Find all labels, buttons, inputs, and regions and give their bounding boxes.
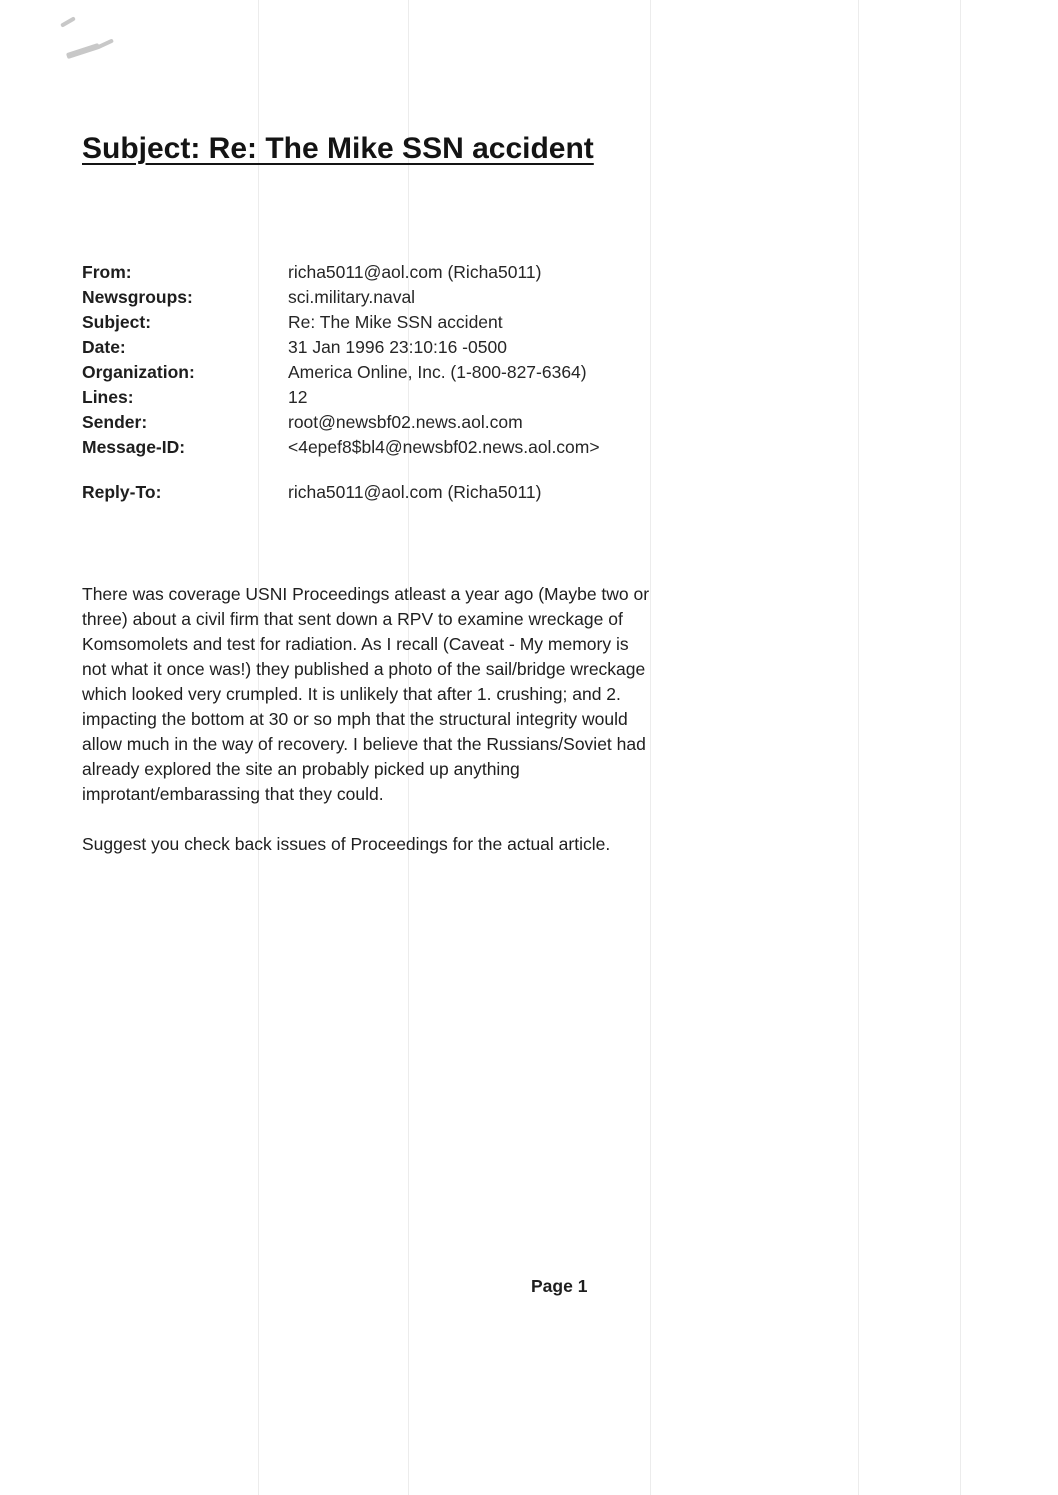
header-row-from	[82, 260, 782, 285]
scan-smudge	[66, 43, 100, 59]
scan-streak	[858, 0, 859, 1495]
header-label: From:	[82, 262, 132, 282]
body-line: impacting the bottom at 30 or so mph that the structural integrity would	[82, 709, 628, 729]
header-label: Date:	[82, 337, 126, 357]
header-label: Organization:	[82, 362, 195, 382]
scan-smudge	[60, 16, 76, 27]
body-line: three) about a civil firm that sent down a RPV to examine wreckage of	[82, 609, 623, 629]
body-line: improtant/embarassing that they could.	[82, 784, 384, 804]
header-label: Message-ID:	[82, 437, 186, 457]
body-line: not what it once was!) they published a photo of the sail/bridge wreckage	[82, 659, 646, 679]
header-row-date	[82, 335, 782, 360]
header-row-lines	[82, 385, 782, 410]
header-row-organization	[82, 360, 782, 385]
header-value: America Online, Inc. (1-800-827-6364)	[288, 362, 587, 382]
header-value: root@newsbf02.news.aol.com	[288, 412, 523, 432]
header-row-reply-to	[82, 480, 782, 505]
header-value: sci.military.naval	[288, 287, 416, 307]
body-paragraph	[82, 582, 802, 807]
header-value: Re: The Mike SSN accident	[288, 312, 503, 332]
header-row-newsgroups	[82, 285, 782, 310]
header-row-message-id	[82, 435, 782, 460]
header-value: <4epef8$bl4@newsbf02.news.aol.com>	[288, 437, 600, 457]
body-line: allow much in the way of recovery. I believe that the Russians/Soviet had	[82, 734, 646, 754]
header-value: richa5011@aol.com (Richa5011)	[288, 262, 542, 282]
header-row-subject	[82, 310, 782, 335]
scan-smudge	[96, 38, 114, 49]
body-line: Komsomolets and test for radiation. As I recall (Caveat - My memory is	[82, 634, 629, 654]
header-row-sender	[82, 410, 782, 435]
scan-streak	[960, 0, 961, 1495]
body-line: which looked very crumpled. It is unlikely that after 1. crushing; and 2.	[82, 684, 621, 704]
header-value: 31 Jan 1996 23:10:16 -0500	[288, 337, 507, 357]
header-label: Lines:	[82, 387, 134, 407]
message-body	[82, 582, 802, 882]
page-number: Page 1	[531, 1276, 588, 1296]
body-paragraph	[82, 832, 802, 857]
header-label: Sender:	[82, 412, 148, 432]
header-value: richa5011@aol.com (Richa5011)	[288, 482, 542, 502]
header-value: 12	[288, 387, 308, 407]
header-label: Reply-To:	[82, 482, 162, 502]
header-label: Newsgroups:	[82, 287, 193, 307]
body-line: Suggest you check back issues of Proceedings for the actual article.	[82, 834, 611, 854]
page-title: Subject: Re: The Mike SSN accident	[82, 132, 594, 165]
message-headers	[82, 260, 782, 505]
body-line: already explored the site an probably picked up anything	[82, 759, 520, 779]
body-line: There was coverage USNI Proceedings atleast a year ago (Maybe two or	[82, 584, 650, 604]
header-label: Subject:	[82, 312, 152, 332]
